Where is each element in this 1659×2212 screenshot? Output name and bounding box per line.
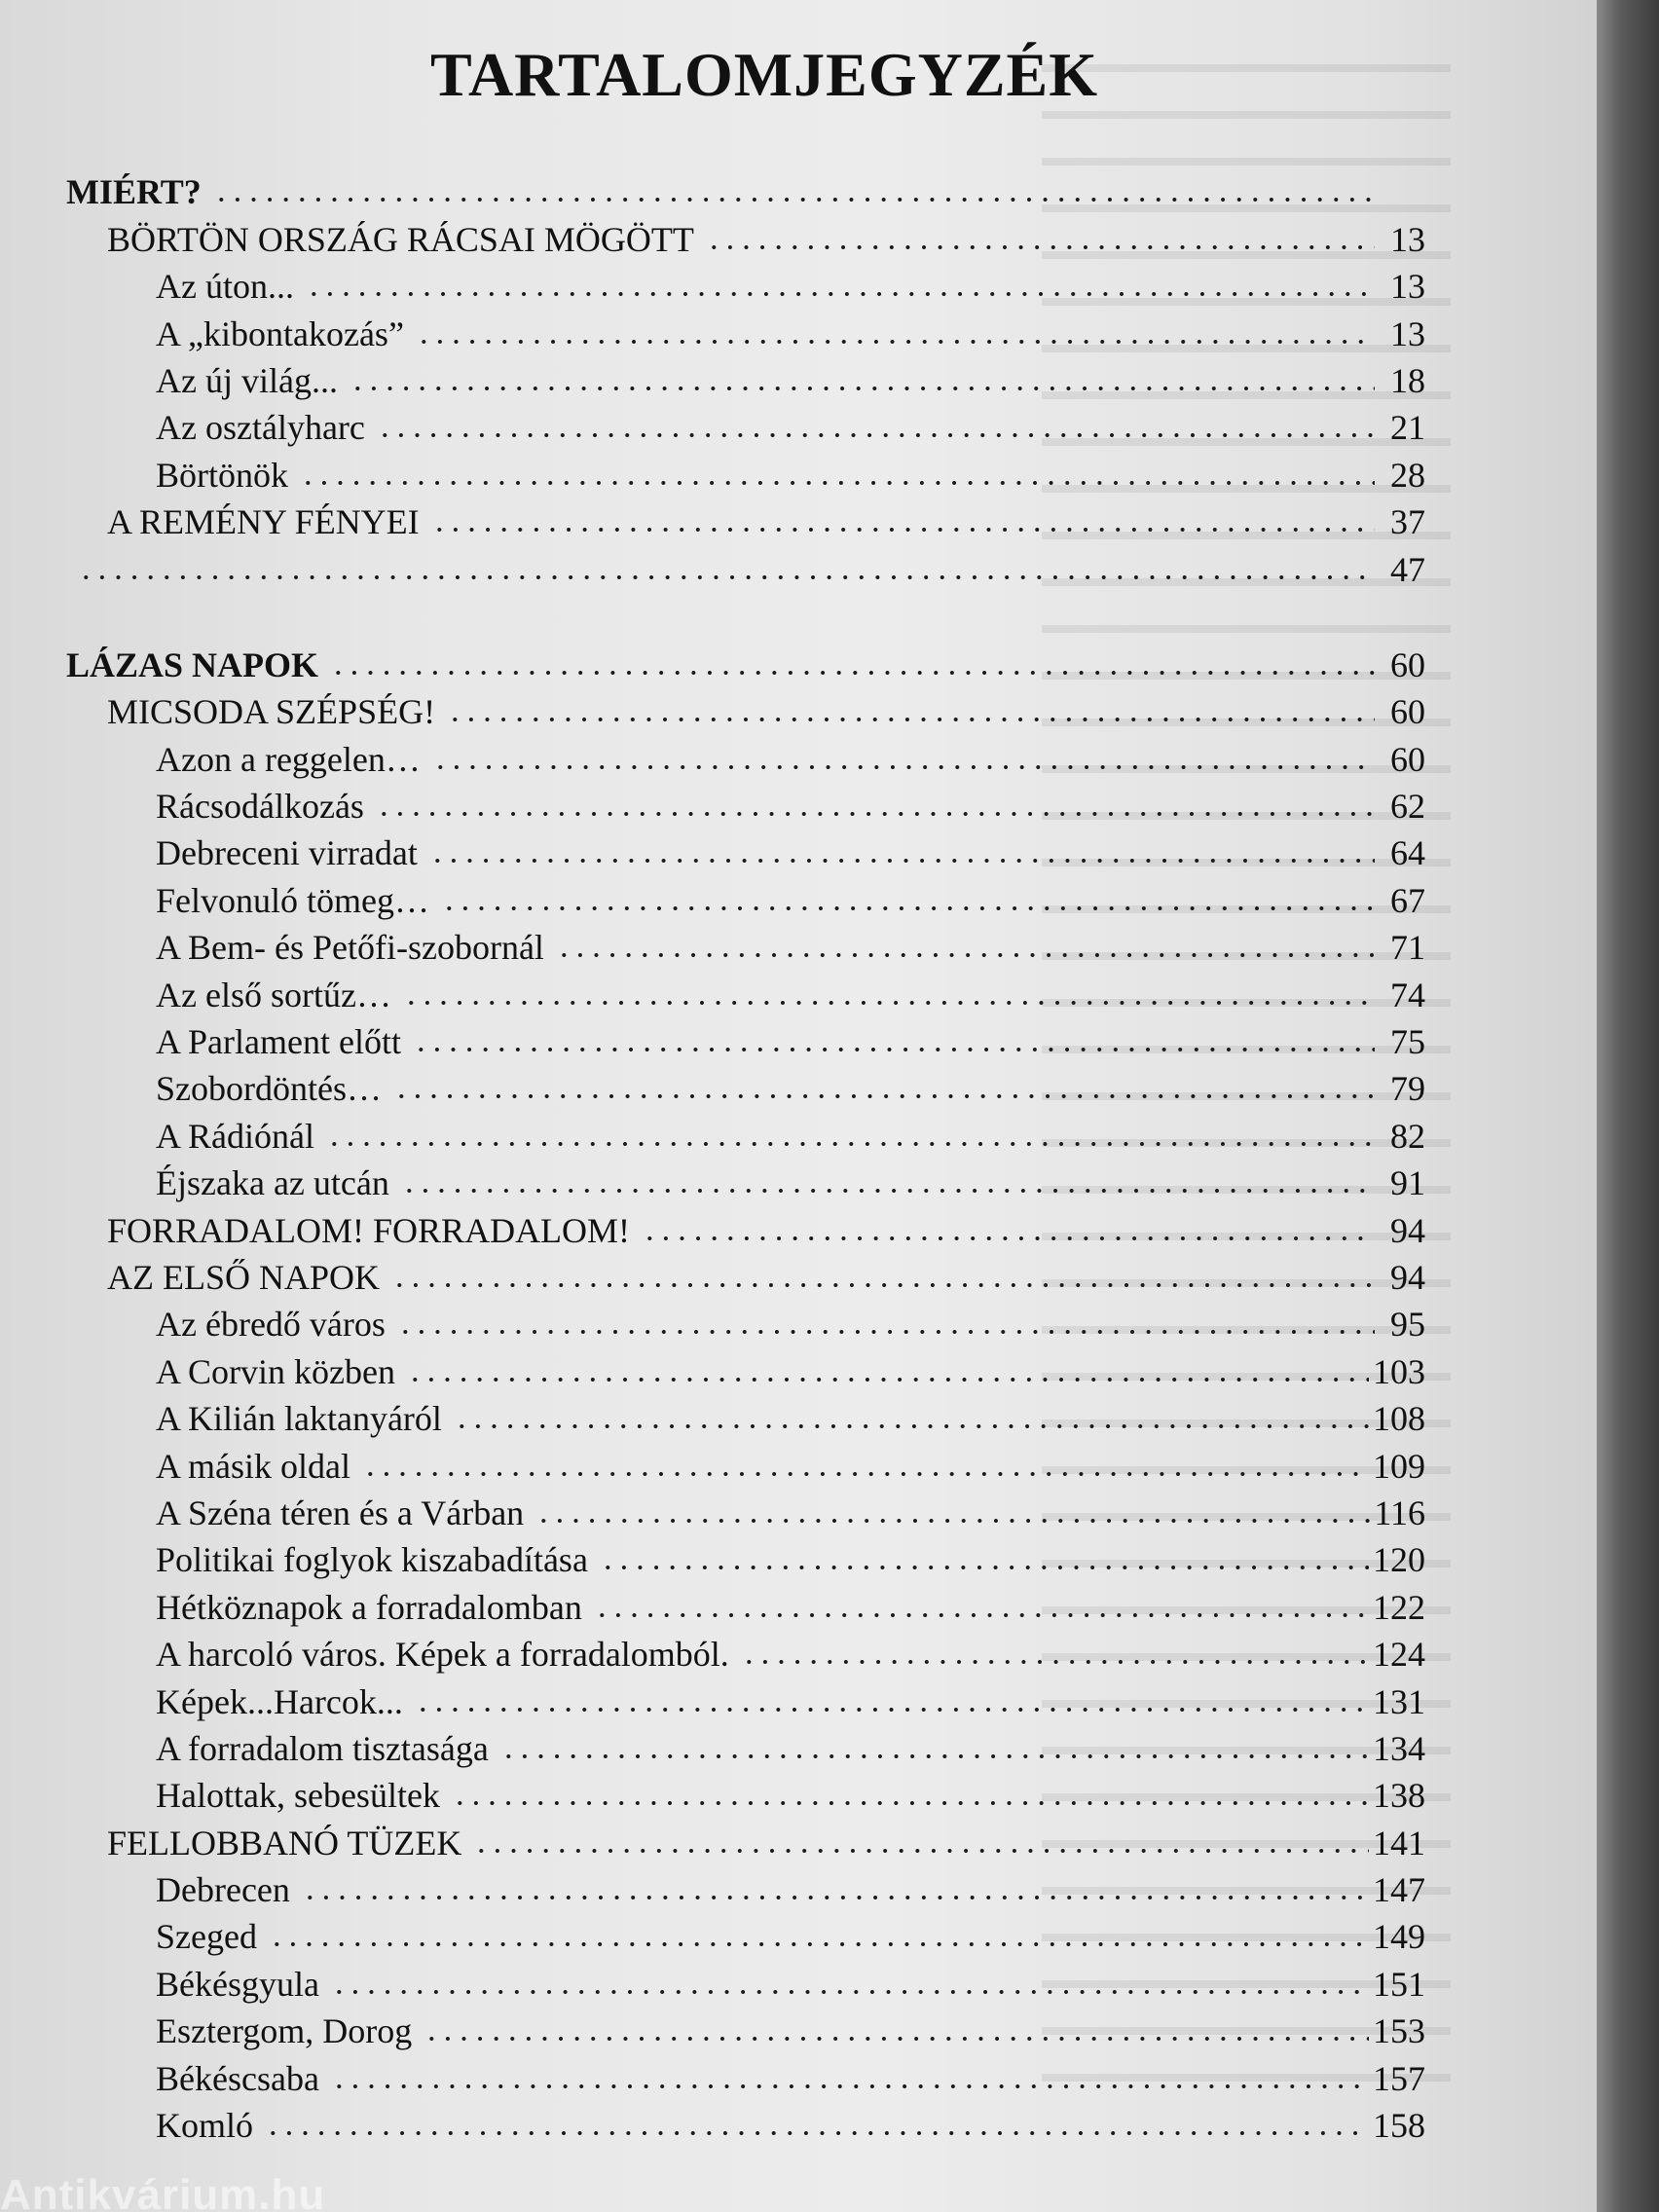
dot-leader: [331, 2083, 1369, 2090]
toc-entry-page: 116: [1374, 1493, 1425, 1532]
toc-entry: [62, 921, 1425, 968]
toc-entry: [62, 496, 1425, 542]
toc-entry-title: Az úton...: [156, 267, 294, 307]
toc-entry: [62, 639, 1425, 685]
toc-entry: [62, 1062, 1425, 1109]
toc-entry: [62, 1533, 1425, 1580]
toc-entry-title: Politikai foglyok kiszabadítása: [156, 1540, 588, 1580]
toc-entry-title: BÖRTÖN ORSZÁG RÁCSAI MÖGÖTT: [107, 219, 694, 259]
dot-leader: [432, 763, 1375, 771]
dot-leader: [331, 1988, 1369, 1996]
dot-leader: [407, 1376, 1369, 1383]
toc-entry-title: A Rádiónál: [156, 1116, 314, 1156]
toc-entry-title: Az új világ...: [156, 360, 338, 400]
toc-entry: [62, 1439, 1425, 1486]
dot-leader: [300, 479, 1375, 487]
toc-entry: [62, 1910, 1425, 1957]
toc-entry-page: 82: [1390, 1116, 1425, 1156]
toc-entry-page: 60: [1390, 645, 1425, 684]
dot-leader: [330, 669, 1375, 677]
toc-entry-title: Komló: [156, 2106, 254, 2146]
toc-entry-page: 21: [1390, 408, 1425, 448]
toc-entry: [62, 732, 1425, 779]
dot-leader: [447, 716, 1375, 723]
dot-leader: [401, 1187, 1375, 1195]
toc-entry: [62, 307, 1425, 353]
toc-entry-page: 149: [1373, 1917, 1425, 1957]
toc-entry: [62, 1251, 1425, 1298]
toc-entry-page: 79: [1390, 1069, 1425, 1109]
toc-entry: [62, 968, 1425, 1014]
dot-leader: [403, 999, 1375, 1007]
toc-entry: [62, 1722, 1425, 1769]
toc-entry-title: A harcoló város. Képek a forradalomból.: [156, 1635, 729, 1675]
toc-entry-title: FORRADALOM! FORRADALOM!: [107, 1210, 631, 1250]
dot-leader: [302, 1894, 1369, 1901]
toc-entry-page: 74: [1390, 975, 1425, 1014]
toc-entry-title: A REMÉNY FÉNYEI: [107, 502, 420, 542]
toc-entry-title: Azon a reggelen…: [156, 739, 421, 779]
toc-entry-page: 151: [1373, 1964, 1425, 2004]
toc-entry-page: 147: [1373, 1870, 1425, 1910]
toc-entry-title: A Parlament előtt: [156, 1022, 401, 1062]
toc-entry-page: 64: [1390, 833, 1425, 873]
toc-entry-title: Békéscsaba: [156, 2058, 319, 2098]
dot-leader: [535, 1517, 1370, 1525]
toc-entry-page: 108: [1373, 1399, 1425, 1439]
toc-entry-title: Debrecen: [156, 1870, 290, 1910]
toc-entry-title: MICSODA SZÉPSÉG!: [107, 692, 436, 732]
dot-leader: [473, 1847, 1369, 1855]
toc-entry-page: 60: [1390, 692, 1425, 732]
toc-entry-title: FELLOBBANÓ TÜZEK: [107, 1823, 462, 1862]
dot-leader: [415, 1706, 1369, 1714]
toc-entry-page: 13: [1390, 219, 1425, 259]
toc-entry-title: Szobordöntés…: [156, 1069, 382, 1109]
toc-entry-page: 109: [1373, 1446, 1425, 1486]
toc-entry-page: 62: [1390, 787, 1425, 827]
dot-leader: [377, 431, 1375, 439]
dot-leader: [397, 1328, 1375, 1336]
toc-entry: [62, 401, 1425, 448]
toc-entry-page: 138: [1373, 1776, 1425, 1816]
toc-entry-title: Éjszaka az utcán: [156, 1163, 389, 1203]
toc-entry-page: 94: [1390, 1257, 1425, 1297]
toc-entry-page: 67: [1390, 880, 1425, 920]
toc-entry-title: MIÉRT?: [66, 172, 202, 212]
toc-entry: [62, 212, 1425, 259]
dot-leader: [416, 338, 1375, 346]
dot-leader: [452, 1799, 1369, 1807]
toc-entry-page: 158: [1373, 2106, 1425, 2146]
toc-entry-page: 153: [1373, 2011, 1425, 2051]
toc-list: [62, 166, 1425, 2146]
toc-entry: [62, 780, 1425, 827]
toc-entry-title: Hétköznapok a forradalomban: [156, 1587, 582, 1627]
toc-entry-page: 91: [1390, 1163, 1425, 1203]
page-title: TARTALOMJEGYZÉK: [430, 40, 1098, 109]
dot-leader: [642, 1235, 1375, 1242]
dot-leader: [350, 385, 1375, 392]
dot-leader: [326, 1140, 1375, 1148]
toc-entry: [62, 166, 1425, 212]
dot-leader: [269, 1940, 1369, 1948]
book-gutter-shadow: [1597, 0, 1659, 2212]
toc-entry: [62, 873, 1425, 920]
toc-entry-title: Felvonuló tömeg…: [156, 880, 429, 920]
toc-entry-title: Esztergom, Dorog: [156, 2011, 413, 2051]
dot-leader: [391, 1281, 1375, 1289]
toc-entry-page: 28: [1390, 455, 1425, 495]
toc-entry-page: 71: [1390, 928, 1425, 968]
toc-entry-title: Az ébredő város: [156, 1305, 386, 1345]
toc-entry: [62, 1109, 1425, 1156]
dot-leader: [265, 2129, 1369, 2137]
toc-entry-page: 13: [1390, 313, 1425, 353]
dot-leader: [600, 1564, 1369, 1571]
toc-entry-title: Debreceni virradat: [156, 833, 418, 873]
toc-entry: [62, 1580, 1425, 1627]
toc-entry-title: A Bem- és Petőfi-szobornál: [156, 928, 544, 968]
toc-entry-title: Halottak, sebesültek: [156, 1776, 440, 1816]
toc-entry: [62, 1298, 1425, 1345]
toc-entry-page: 134: [1373, 1728, 1425, 1768]
toc-entry-title: Börtönök: [156, 455, 289, 495]
toc-entry: [62, 1816, 1425, 1862]
toc-entry: [62, 2051, 1425, 2098]
toc-entry-title: A Kilián laktanyáról: [156, 1399, 442, 1439]
dot-leader: [424, 2035, 1369, 2043]
toc-entry-page: 120: [1373, 1540, 1425, 1580]
dot-leader: [413, 1046, 1375, 1053]
toc-entry: [62, 1157, 1425, 1203]
toc-entry-page: 94: [1390, 1210, 1425, 1250]
toc-entry: [62, 1015, 1425, 1062]
toc-entry: [62, 1487, 1425, 1533]
toc-entry-page: 60: [1390, 739, 1425, 779]
dot-leader: [454, 1422, 1369, 1430]
dot-leader: [556, 951, 1375, 959]
toc-entry: [62, 354, 1425, 401]
toc-entry-page: 13: [1390, 267, 1425, 307]
toc-entry-title: A „kibontakozás”: [156, 313, 404, 353]
dot-leader: [393, 1092, 1375, 1100]
dot-leader: [429, 857, 1375, 865]
dot-leader: [500, 1752, 1369, 1760]
toc-entry-title: A másik oldal: [156, 1446, 350, 1486]
toc-entry: [62, 1769, 1425, 1816]
toc-entry-title: Az első sortűz…: [156, 975, 391, 1014]
dot-leader: [362, 1470, 1369, 1478]
dot-leader: [376, 810, 1375, 818]
toc-entry-title: LÁZAS NAPOK: [66, 645, 319, 684]
toc-entry-title: Szeged: [156, 1917, 257, 1957]
toc-entry-title: Rácsodálkozás: [156, 787, 364, 827]
dot-leader: [741, 1658, 1369, 1666]
toc-entry-page: 95: [1390, 1305, 1425, 1345]
toc-entry-page: 124: [1373, 1635, 1425, 1675]
toc-entry: [62, 1863, 1425, 1910]
toc-entry: [62, 542, 1425, 589]
toc-entry: [62, 1392, 1425, 1439]
toc-entry-page: 75: [1390, 1022, 1425, 1062]
toc-entry: [62, 685, 1425, 732]
dot-leader: [78, 573, 1375, 581]
dot-leader: [431, 526, 1375, 534]
toc-entry: [62, 827, 1425, 873]
toc-entry-title: A Széna téren és a Várban: [156, 1493, 525, 1532]
toc-entry-page: 122: [1373, 1587, 1425, 1627]
toc-entry-page: 141: [1373, 1823, 1425, 1862]
dot-leader: [594, 1611, 1369, 1619]
toc-entry-page: 131: [1373, 1681, 1425, 1721]
toc-entry: [62, 1957, 1425, 2004]
toc-entry: [62, 260, 1425, 307]
toc-entry-page: 157: [1373, 2058, 1425, 2098]
toc-entry-title: A forradalom tisztasága: [156, 1728, 489, 1768]
toc-entry: [62, 2099, 1425, 2146]
watermark: Antikvárium.hu: [0, 2171, 326, 2212]
toc-entry: [62, 2005, 1425, 2051]
toc-entry: [62, 1675, 1425, 1721]
toc-entry-page: 47: [1390, 549, 1425, 589]
toc-entry-title: A Corvin közben: [156, 1351, 395, 1391]
toc-entry-title: Békésgyula: [156, 1964, 319, 2004]
toc-entry-page: 37: [1390, 502, 1425, 542]
dot-leader: [306, 290, 1375, 298]
toc-entry: [62, 1345, 1425, 1391]
dot-leader: [441, 904, 1375, 912]
toc-entry-title: Az osztályharc: [156, 408, 365, 448]
toc-entry-page: 18: [1390, 360, 1425, 400]
dot-leader: [706, 243, 1375, 251]
toc-entry: [62, 1628, 1425, 1675]
toc-entry-title: AZ ELSŐ NAPOK: [107, 1257, 381, 1297]
toc-entry-page: 103: [1373, 1351, 1425, 1391]
toc-entry-title: Képek...Harcok...: [156, 1681, 403, 1721]
toc-entry: [62, 448, 1425, 495]
toc-entry: [62, 1203, 1425, 1250]
dot-leader: [213, 196, 1375, 203]
